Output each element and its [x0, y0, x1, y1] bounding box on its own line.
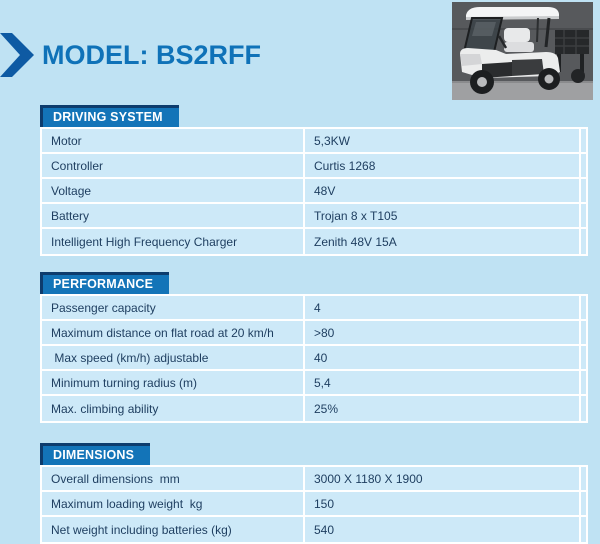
section-performance: [40, 272, 588, 423]
section-header-dimensions: DIMENSIONS: [40, 443, 150, 465]
row-value: 5,3KW: [305, 129, 581, 152]
row-end-spacer: [581, 179, 586, 202]
row-label: Max speed (km/h) adjustable: [42, 346, 305, 369]
dimensions-table: [40, 465, 588, 544]
row-value: 48V: [305, 179, 581, 202]
row-end-spacer: [581, 229, 586, 254]
row-value: Zenith 48V 15A: [305, 229, 581, 254]
row-end-spacer: [581, 396, 586, 421]
table-row: [42, 129, 586, 154]
section-driving-system: [40, 105, 588, 256]
right-chevron-icon: [0, 33, 34, 77]
table-row: [42, 204, 586, 229]
page-title: MODEL: BS2RFF: [42, 39, 261, 70]
product-photo: [452, 2, 593, 100]
row-value: 3000 X 1180 X 1900: [305, 467, 581, 490]
row-end-spacer: [581, 467, 586, 490]
title-row: [0, 33, 261, 77]
table-row: [42, 346, 586, 371]
table-row: [42, 296, 586, 321]
row-value: 540: [305, 517, 581, 542]
row-end-spacer: [581, 517, 586, 542]
row-value: 150: [305, 492, 581, 515]
row-label: Overall dimensions mm: [42, 467, 305, 490]
row-end-spacer: [581, 371, 586, 394]
golf-cart-illustration: [452, 2, 593, 100]
row-value: 5,4: [305, 371, 581, 394]
row-label: Passenger capacity: [42, 296, 305, 319]
row-label: Battery: [42, 204, 305, 227]
row-end-spacer: [581, 204, 586, 227]
row-label: Minimum turning radius (m): [42, 371, 305, 394]
table-row: [42, 371, 586, 396]
row-label: Max. climbing ability: [42, 396, 305, 421]
row-end-spacer: [581, 492, 586, 515]
row-end-spacer: [581, 154, 586, 177]
table-row: [42, 321, 586, 346]
row-label: Maximum distance on flat road at 20 km/h: [42, 321, 305, 344]
row-end-spacer: [581, 346, 586, 369]
row-value: >80: [305, 321, 581, 344]
row-value: 25%: [305, 396, 581, 421]
row-end-spacer: [581, 129, 586, 152]
performance-table: [40, 294, 588, 423]
row-label: Maximum loading weight kg: [42, 492, 305, 515]
row-value: 4: [305, 296, 581, 319]
row-value: Curtis 1268: [305, 154, 581, 177]
section-header-driving-system: DRIVING SYSTEM: [40, 105, 179, 127]
section-header-performance: PERFORMANCE: [40, 272, 169, 294]
row-label: Net weight including batteries (kg): [42, 517, 305, 542]
row-label: Motor: [42, 129, 305, 152]
row-value: Trojan 8 x T105: [305, 204, 581, 227]
table-row: [42, 467, 586, 492]
row-label: Voltage: [42, 179, 305, 202]
row-end-spacer: [581, 321, 586, 344]
driving-system-table: [40, 127, 588, 256]
table-row: [42, 517, 586, 542]
table-row: [42, 154, 586, 179]
section-dimensions: [40, 443, 588, 544]
row-label: Controller: [42, 154, 305, 177]
row-value: 40: [305, 346, 581, 369]
row-end-spacer: [581, 296, 586, 319]
row-label: Intelligent High Frequency Charger: [42, 229, 305, 254]
table-row: [42, 179, 586, 204]
table-row: [42, 396, 586, 421]
table-row: [42, 492, 586, 517]
table-row: [42, 229, 586, 254]
